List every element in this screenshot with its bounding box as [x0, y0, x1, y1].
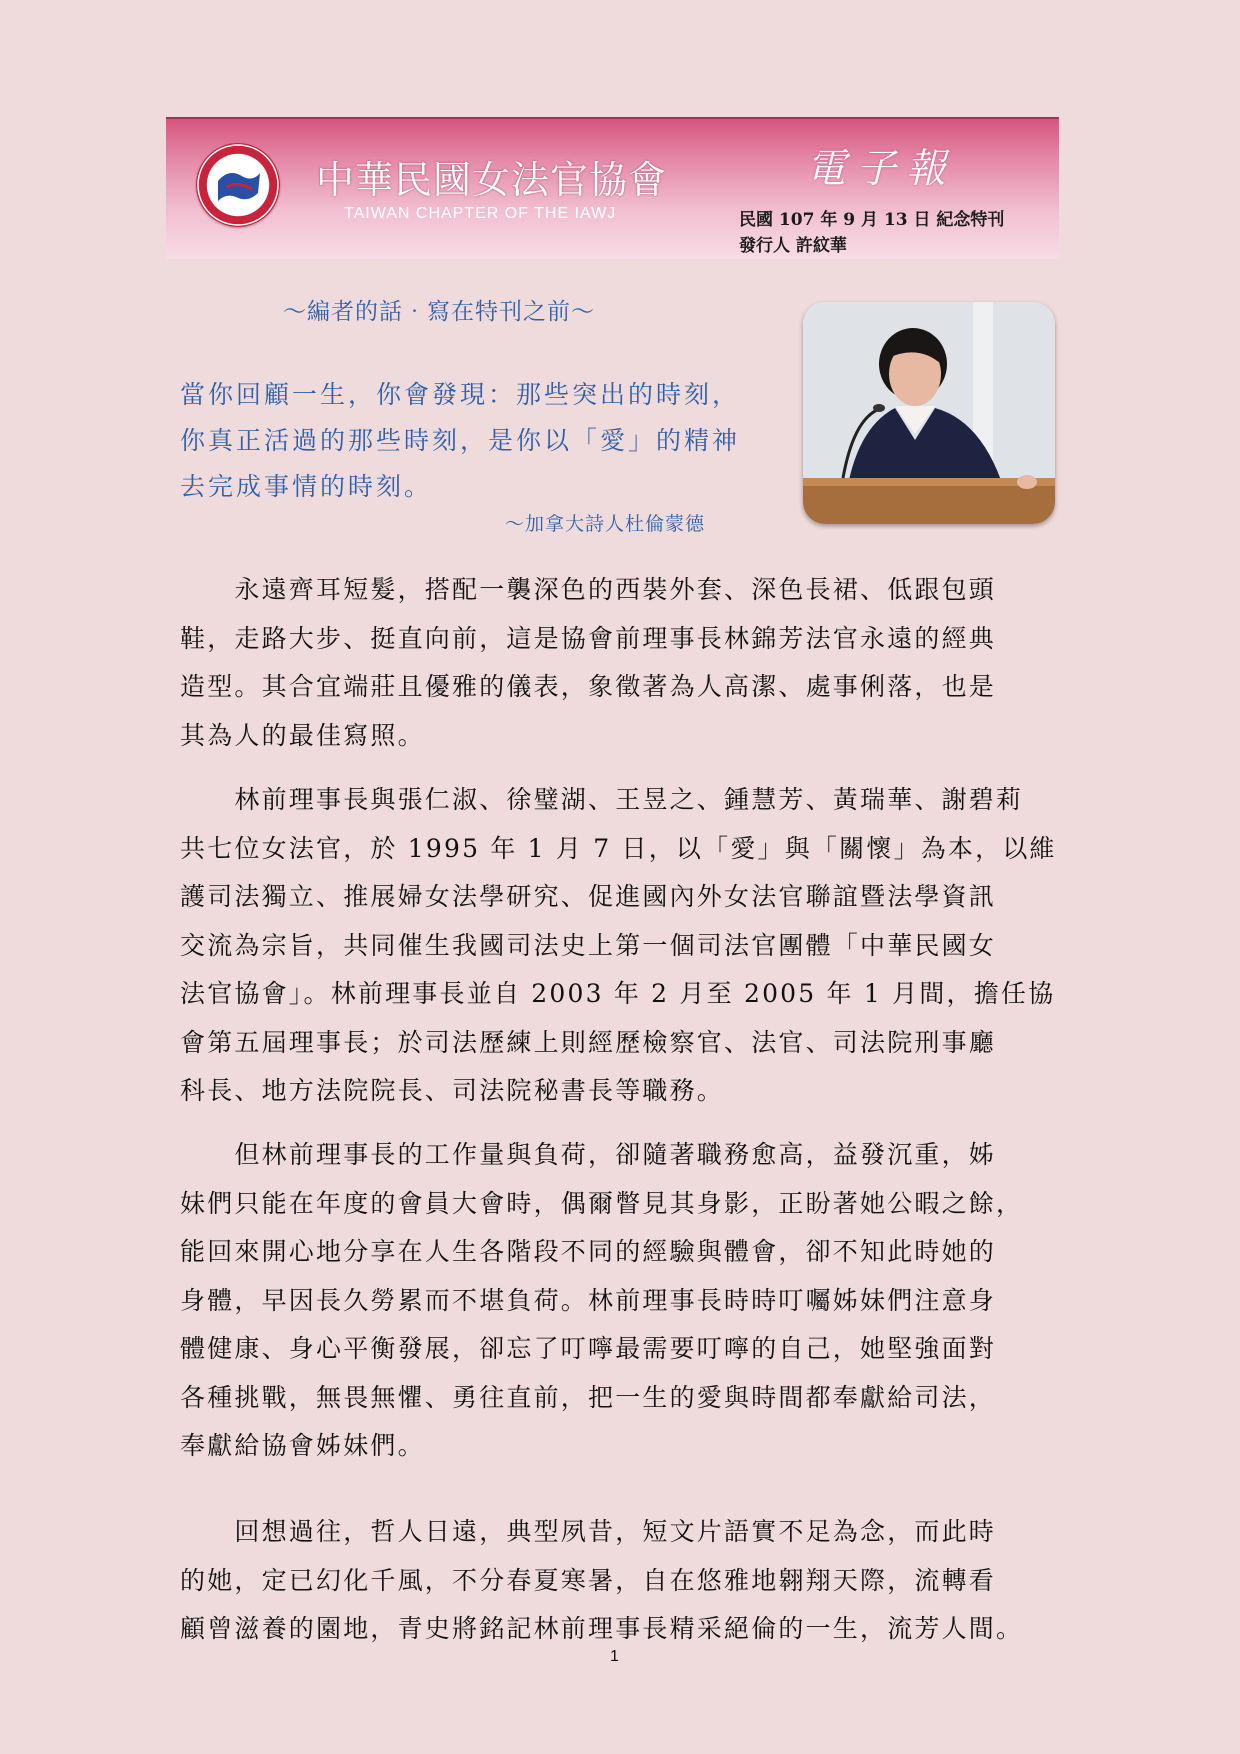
quote-author: ～加拿大詩人杜倫蒙德: [505, 513, 706, 535]
portrait-photo: [803, 302, 1055, 524]
text-line: 法官協會」。林前理事長並自 2003 年 2 月至 2005 年 1 月間，擔任協: [180, 979, 1056, 1008]
editor-note-title: ～編者的話‧寫在特刊之前～: [283, 299, 595, 325]
text-line: 交流為宗旨，共同催生我國司法史上第一個司法官團體「中華民國女: [180, 930, 997, 960]
text-line: 身體，早因長久勞累而不堪負荷。林前理事長時時叮囑姊妹們注意身: [180, 1285, 997, 1315]
text-line: 鞋，走路大步、挺直向前，這是協會前理事長林錦芳法官永遠的經典: [180, 623, 997, 653]
paragraph-2: [180, 776, 1057, 1116]
text-line: 其為人的最佳寫照。: [180, 720, 425, 750]
org-name: 中華民國女法官協會: [316, 158, 668, 202]
text-line: 科長、地方法院院長、司法院秘書長等職務。: [180, 1076, 725, 1105]
org-name-en: TAIWAN CHAPTER OF THE IAWJ: [344, 205, 617, 222]
text-line: 妹們只能在年度的會員大會時，偶爾瞥見其身影，正盼著她公暇之餘，: [180, 1188, 1024, 1218]
issue-date: 民國 107 年 9 月 13 日 紀念特刊: [739, 210, 1005, 230]
paragraph-4: [180, 1508, 1052, 1654]
association-seal-logo: [196, 143, 280, 227]
text-line: 顧曾滋養的園地，青史將銘記林前理事長精采絕倫的一生，流芳人間。: [180, 1614, 1024, 1643]
text-line: 護司法獨立、推展婦女法學研究、促進國內外女法官聯誼暨法學資訊: [180, 882, 997, 911]
text-line: 回想過往，哲人日遠，典型夙昔，短文片語實不足為念，而此時: [180, 1517, 997, 1546]
header-banner: [166, 117, 1059, 259]
text-line: 造型。其合宜端莊且優雅的儀表，象徵著為人高潔、處事俐落，也是: [180, 672, 997, 701]
quote-line: 去完成事情的時刻。: [180, 472, 433, 501]
text-line: 能回來開心地分享在人生各階段不同的經驗與體會，卻不知此時她的: [180, 1237, 997, 1266]
quote-block: [180, 372, 780, 510]
text-line: 的她，定已幻化千風，不分春夏寒暑，自在悠雅地翱翔天際，流轉看: [180, 1565, 997, 1595]
page-number: 1: [610, 1648, 619, 1665]
paragraph-1: [180, 566, 1052, 760]
text-line: 體健康、身心平衡發展，卻忘了叮嚀最需要叮嚀的自己，她堅強面對: [180, 1334, 997, 1363]
publisher: 發行人 許紋華: [739, 236, 847, 256]
text-line: 永遠齊耳短髮，搭配一襲深色的西裝外套、深色長裙、低跟包頭: [180, 575, 997, 604]
text-line: 各種挑戰，無畏無懼、勇往直前，把一生的愛與時間都奉獻給司法，: [180, 1382, 997, 1412]
quote-line: 當你回顧一生，你會發現：那些突出的時刻，: [180, 380, 741, 409]
text-line: 但林前理事長的工作量與負荷，卻隨著職務愈高，益發沉重，姊: [180, 1140, 997, 1169]
text-line: 共七位女法官，於 1995 年 1 月 7 日，以「愛」與「關懷」為本，以維: [180, 833, 1057, 863]
quote-line: 你真正活過的那些時刻，是你以「愛」的精神: [180, 426, 741, 455]
paragraph-3: [180, 1131, 1052, 1471]
text-line: 林前理事長與張仁淑、徐璧湖、王昱之、鍾慧芳、黃瑞華、謝碧莉: [180, 785, 1024, 814]
enews-label: 電子報: [806, 146, 956, 192]
text-line: 會第五屆理事長；於司法歷練上則經歷檢察官、法官、司法院刑事廳: [180, 1027, 997, 1057]
text-line: 奉獻給協會姊妹們。: [180, 1431, 425, 1460]
